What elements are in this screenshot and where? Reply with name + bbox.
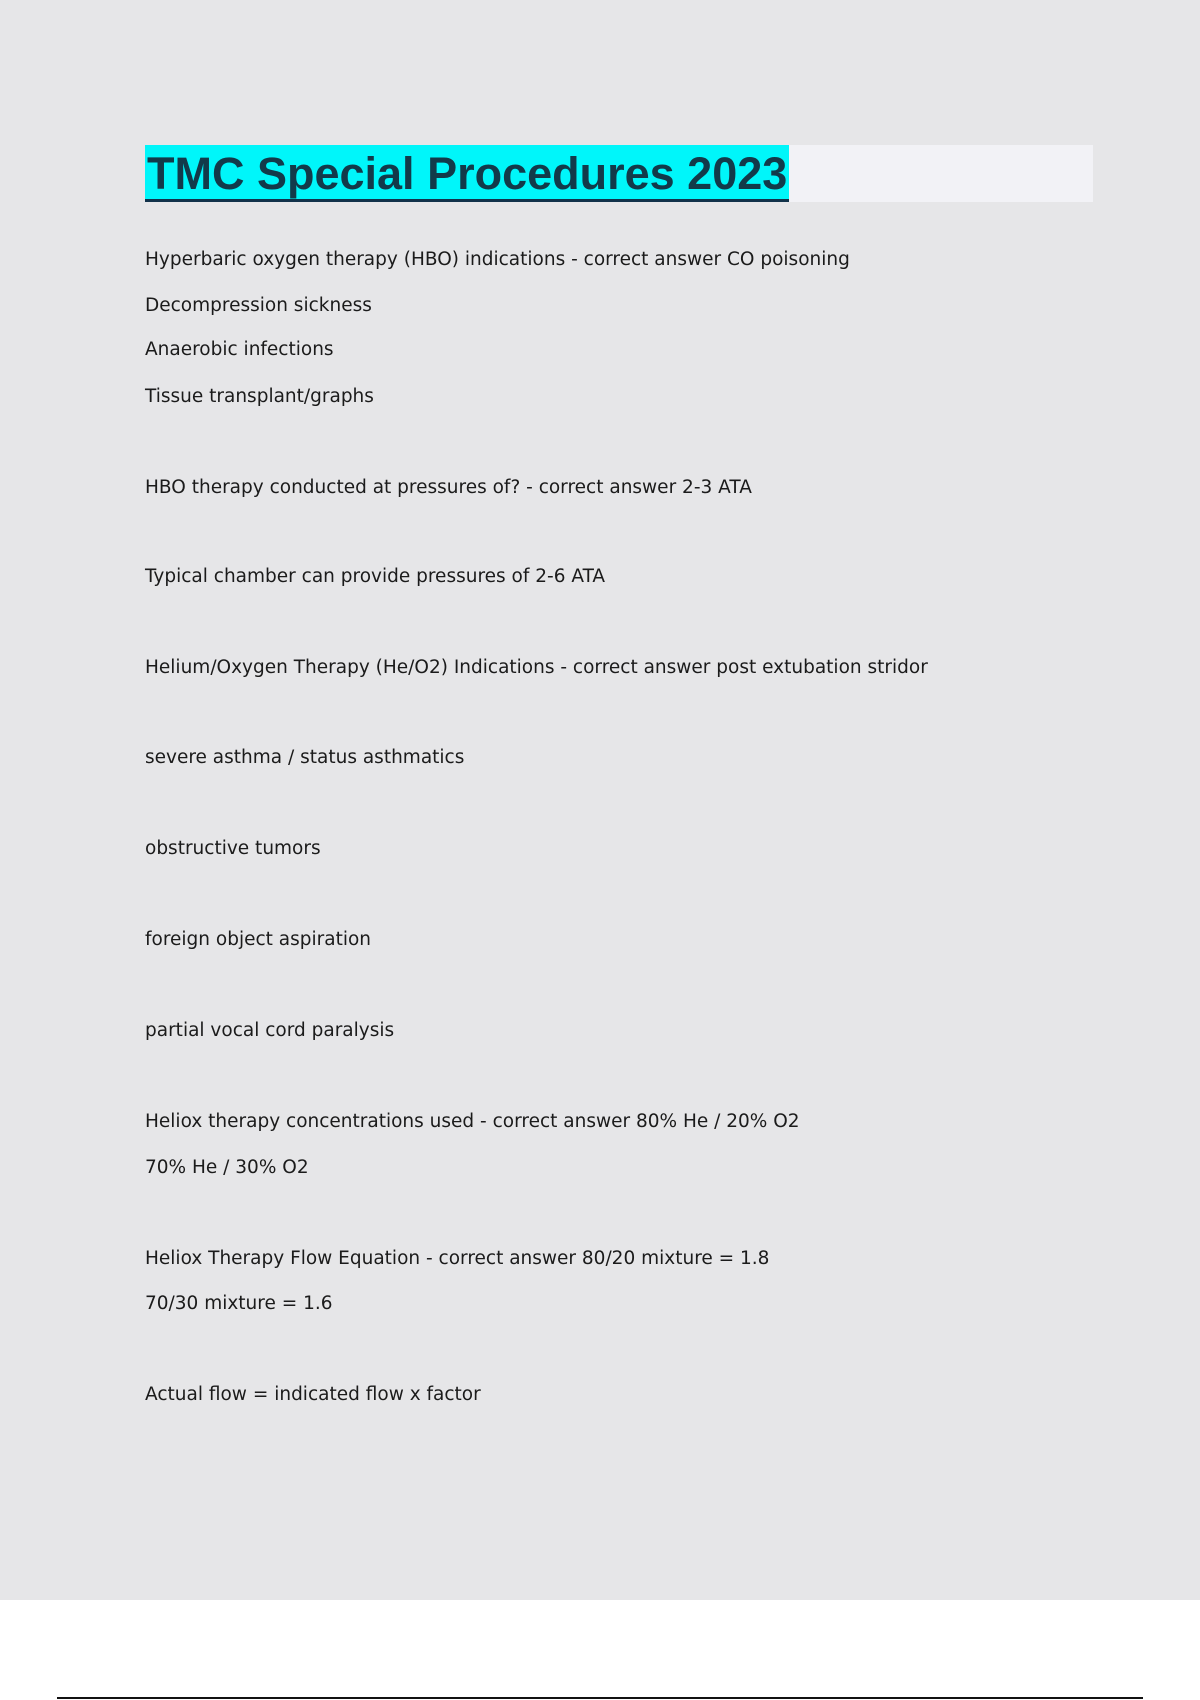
- text-line: Typical chamber can provide pressures of 2-6 ATA: [145, 566, 606, 587]
- text-line: 70/30 mixture = 1.6: [145, 1293, 333, 1314]
- text-line: Heliox therapy concentrations used - correct answer 80% He / 20% O2: [145, 1111, 800, 1132]
- text-line: Anaerobic infections: [145, 339, 334, 360]
- text-line: Tissue transplant/graphs: [145, 386, 374, 407]
- text-line: obstructive tumors: [145, 838, 321, 859]
- text-line: Actual flow = indicated flow x factor: [145, 1384, 481, 1405]
- footer-divider: [57, 1697, 1143, 1699]
- text-line: Hyperbaric oxygen therapy (HBO) indications - correct answer CO poisoning: [145, 249, 850, 270]
- text-line: Decompression sickness: [145, 295, 372, 316]
- text-line: Heliox Therapy Flow Equation - correct answer 80/20 mixture = 1.8: [145, 1248, 770, 1269]
- text-line: severe asthma / status asthmatics: [145, 747, 465, 768]
- text-line: foreign object aspiration: [145, 929, 372, 950]
- text-line: Helium/Oxygen Therapy (He/O2) Indications - correct answer post extubation stridor: [145, 657, 928, 678]
- text-line: HBO therapy conducted at pressures of? - correct answer 2-3 ATA: [145, 477, 752, 498]
- text-line: 70% He / 30% O2: [145, 1157, 309, 1178]
- document-title: TMC Special Procedures 2023: [145, 145, 789, 202]
- text-line: partial vocal cord paralysis: [145, 1020, 395, 1041]
